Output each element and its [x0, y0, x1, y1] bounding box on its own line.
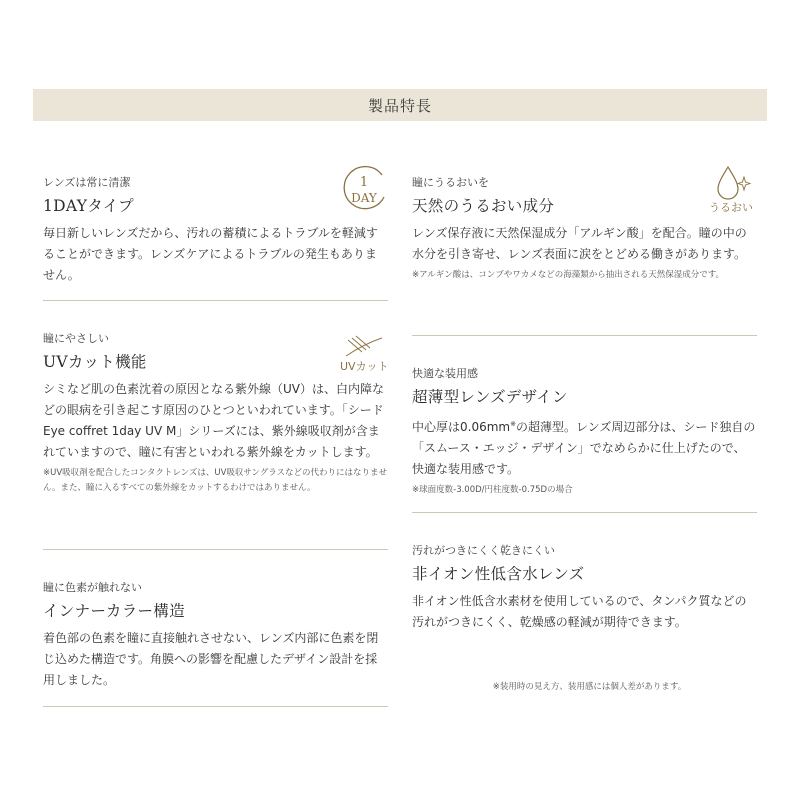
feature-inner-color: [43, 581, 388, 691]
feature-title: 1DAYタイプ: [43, 197, 134, 215]
moisture-drop-icon: [700, 163, 762, 215]
feature-uv-cut: [43, 332, 388, 496]
feature-note: ※アルギン酸は、コンブやワカメなどの海藻類から抽出される天然保湿成分です。: [412, 270, 725, 280]
feature-body: 毎日新しいレンズだから、汚れの蓄積によるトラブルを軽減することができます。レンズケアによるトラブルの発生もありません。: [43, 226, 378, 282]
section-header-bar: [33, 89, 767, 121]
divider: [43, 300, 388, 301]
divider: [412, 335, 757, 336]
moisture-icon-label: うるおい: [709, 201, 753, 214]
feature-title: 天然のうるおい成分: [412, 197, 555, 215]
feature-title: 非イオン性低含水レンズ: [412, 565, 585, 583]
feature-thin-lens: [412, 367, 757, 498]
feature-subtitle: 瞳にやさしい: [43, 332, 109, 345]
1day-icon-line2: DAY: [351, 191, 377, 205]
feature-subtitle: 瞳に色素が触れない: [43, 581, 142, 594]
feature-note: ※球面度数-3.00D/円柱度数-0.75Dの場合: [412, 485, 573, 495]
uv-cut-icon: [338, 334, 392, 374]
feature-non-ionic: [412, 544, 757, 633]
section-title: 製品特長: [367, 96, 432, 115]
feature-title: UVカット機能: [43, 353, 147, 371]
divider: [43, 706, 388, 707]
feature-body: 非イオン性低含水素材を使用しているので、タンパク質などの汚れがつきにくく、乾燥感の軽減が期待できます。: [412, 594, 747, 629]
divider: [43, 549, 388, 550]
feature-title: 超薄型レンズデザイン: [412, 388, 568, 406]
footer-note: ※装用時の見え方、装用感には個人差があります。: [492, 682, 687, 692]
uv-cut-icon-label: UVカット: [340, 360, 389, 373]
feature-body: 着色部の色素を瞳に直接触れさせない、レンズ内部に色素を閉じ込めた構造です。角膜への影響を配慮したデザイン設計を採用しました。: [43, 631, 379, 687]
feature-title: インナーカラー構造: [43, 602, 185, 620]
1day-icon-line1: 1: [359, 175, 369, 190]
feature-subtitle: 瞳にうるおいを: [412, 176, 489, 189]
feature-1day: [43, 176, 388, 286]
feature-subtitle: レンズは常に清潔: [43, 176, 131, 189]
feature-subtitle: 快適な装用感: [412, 367, 478, 380]
feature-note: ※UV吸収剤を配合したコンタクトレンズは、UV吸収サングラスなどの代わりにはなりません。また、瞳に入るすべての紫外線をカットするわけではありません。: [43, 468, 388, 493]
feature-subtitle: 汚れがつきにくく乾きにくい: [412, 544, 555, 557]
feature-body: 中心厚は0.06mm※の超薄型。レンズ周辺部分は、シード独自の「スムース・エッジ・デザイン」でなめらかに仕上げたので、快適な装用感です。: [412, 420, 756, 476]
divider: [412, 512, 757, 513]
feature-body: シミなど肌の色素沈着の原因となる紫外線（UV）は、白内障などの眼病を引き起こす原因のひとつといわれています。「シード Eye coffret 1day UV M」シリーズには、紫外線吸収剤が含まれていますので、瞳に有害といわれる紫外線をカットします。: [43, 382, 384, 459]
feature-body: レンズ保存液に天然保湿成分「アルギン酸」を配合。瞳の中の水分を引き寄せ、レンズ表面に涙をとどめる働きがあります。: [412, 226, 747, 261]
1day-icon: [338, 166, 390, 214]
